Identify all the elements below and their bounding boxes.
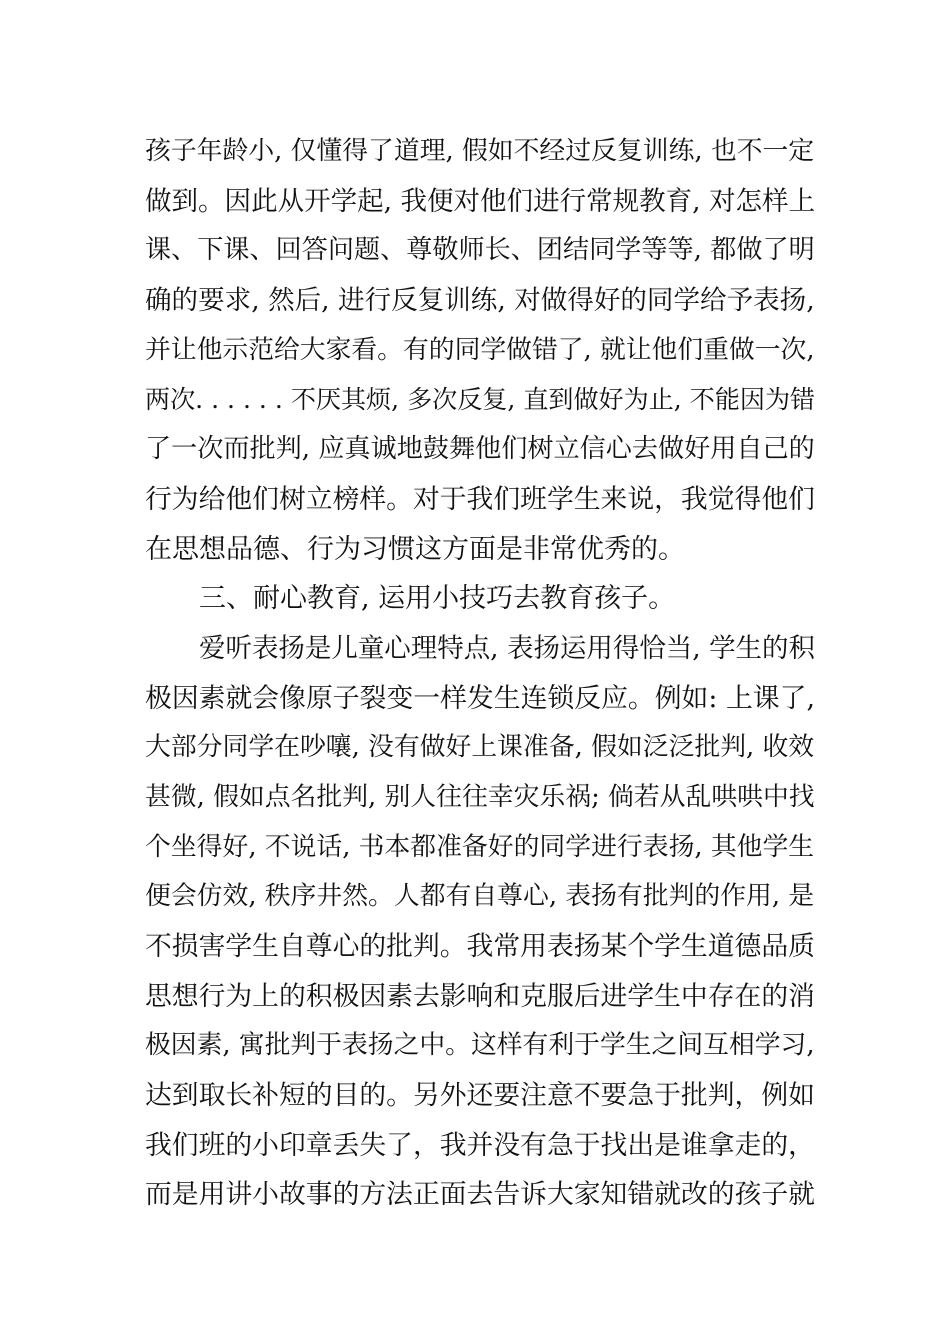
text-line: 课、下课、回答问题、尊敬师长、团结同学等等, 都做了明 (145, 235, 815, 266)
text-line: 个坐得好, 不说话, 书本都准备好的同学进行表扬, 其他学生 (145, 831, 815, 862)
text-line: 三、耐心教育, 运用小技巧去教育孩子。 (199, 583, 676, 615)
body-text (145, 127, 815, 1220)
text-line: 做到。因此从开学起, 我便对他们进行常规教育, 对怎样上 (145, 185, 816, 217)
text-line: 了一次而批判, 应真诚地鼓舞他们树立信心去做好用自己的 (145, 434, 815, 465)
text-line: 两次. . . . . . 不厌其烦, 多次反复, 直到做好为止, 不能因为错 (145, 385, 816, 415)
text-line: 而是用讲小故事的方法正面去告诉大家知错就改的孩子就 (145, 1179, 815, 1211)
text-line: 孩子年龄小, 仅懂得了道理, 假如不经过反复训练, 也不一定 (145, 136, 815, 166)
text-line: 不损害学生自尊心的批判。我常用表扬某个学生道德品质 (145, 931, 815, 962)
text-line: 甚微, 假如点名批判, 别人往往幸灾乐祸; 倘若从乱哄哄中找 (145, 781, 815, 812)
text-line: 并让他示范给大家看。有的同学做错了, 就让他们重做一次, (145, 334, 815, 365)
text-line: 在思想品德、行为习惯这方面是非常优秀的。 (145, 533, 685, 565)
text-line: 便会仿效, 秩序井然。人都有自尊心, 表扬有批判的作用, 是 (145, 881, 815, 912)
text-line: 确的要求, 然后, 进行反复训练, 对做得好的同学给予表扬, (145, 285, 815, 317)
text-line: 极因素, 寓批判于表扬之中。这样有利于学生之间互相学习, (145, 1030, 815, 1061)
text-line: 极因素就会像原子裂变一样发生连锁反应。例如: 上课了, (145, 682, 815, 714)
text-line: 爱听表扬是儿童心理特点, 表扬运用得恰当, 学生的积 (199, 632, 815, 664)
text-line: 我们班的小印章丢失了，我并没有急于找出是谁拿走的， (145, 1129, 815, 1161)
text-line: 思想行为上的积极因素去影响和克服后进学生中存在的消 (145, 980, 815, 1012)
text-line: 达到取长补短的目的。另外还要注意不要急于批判，例如 (145, 1080, 815, 1112)
text-line: 大部分同学在吵嚷, 没有做好上课准备, 假如泛泛批判, 收效 (145, 732, 815, 763)
text-line: 行为给他们树立榜样。对于我们班学生来说，我觉得他们 (145, 483, 815, 515)
